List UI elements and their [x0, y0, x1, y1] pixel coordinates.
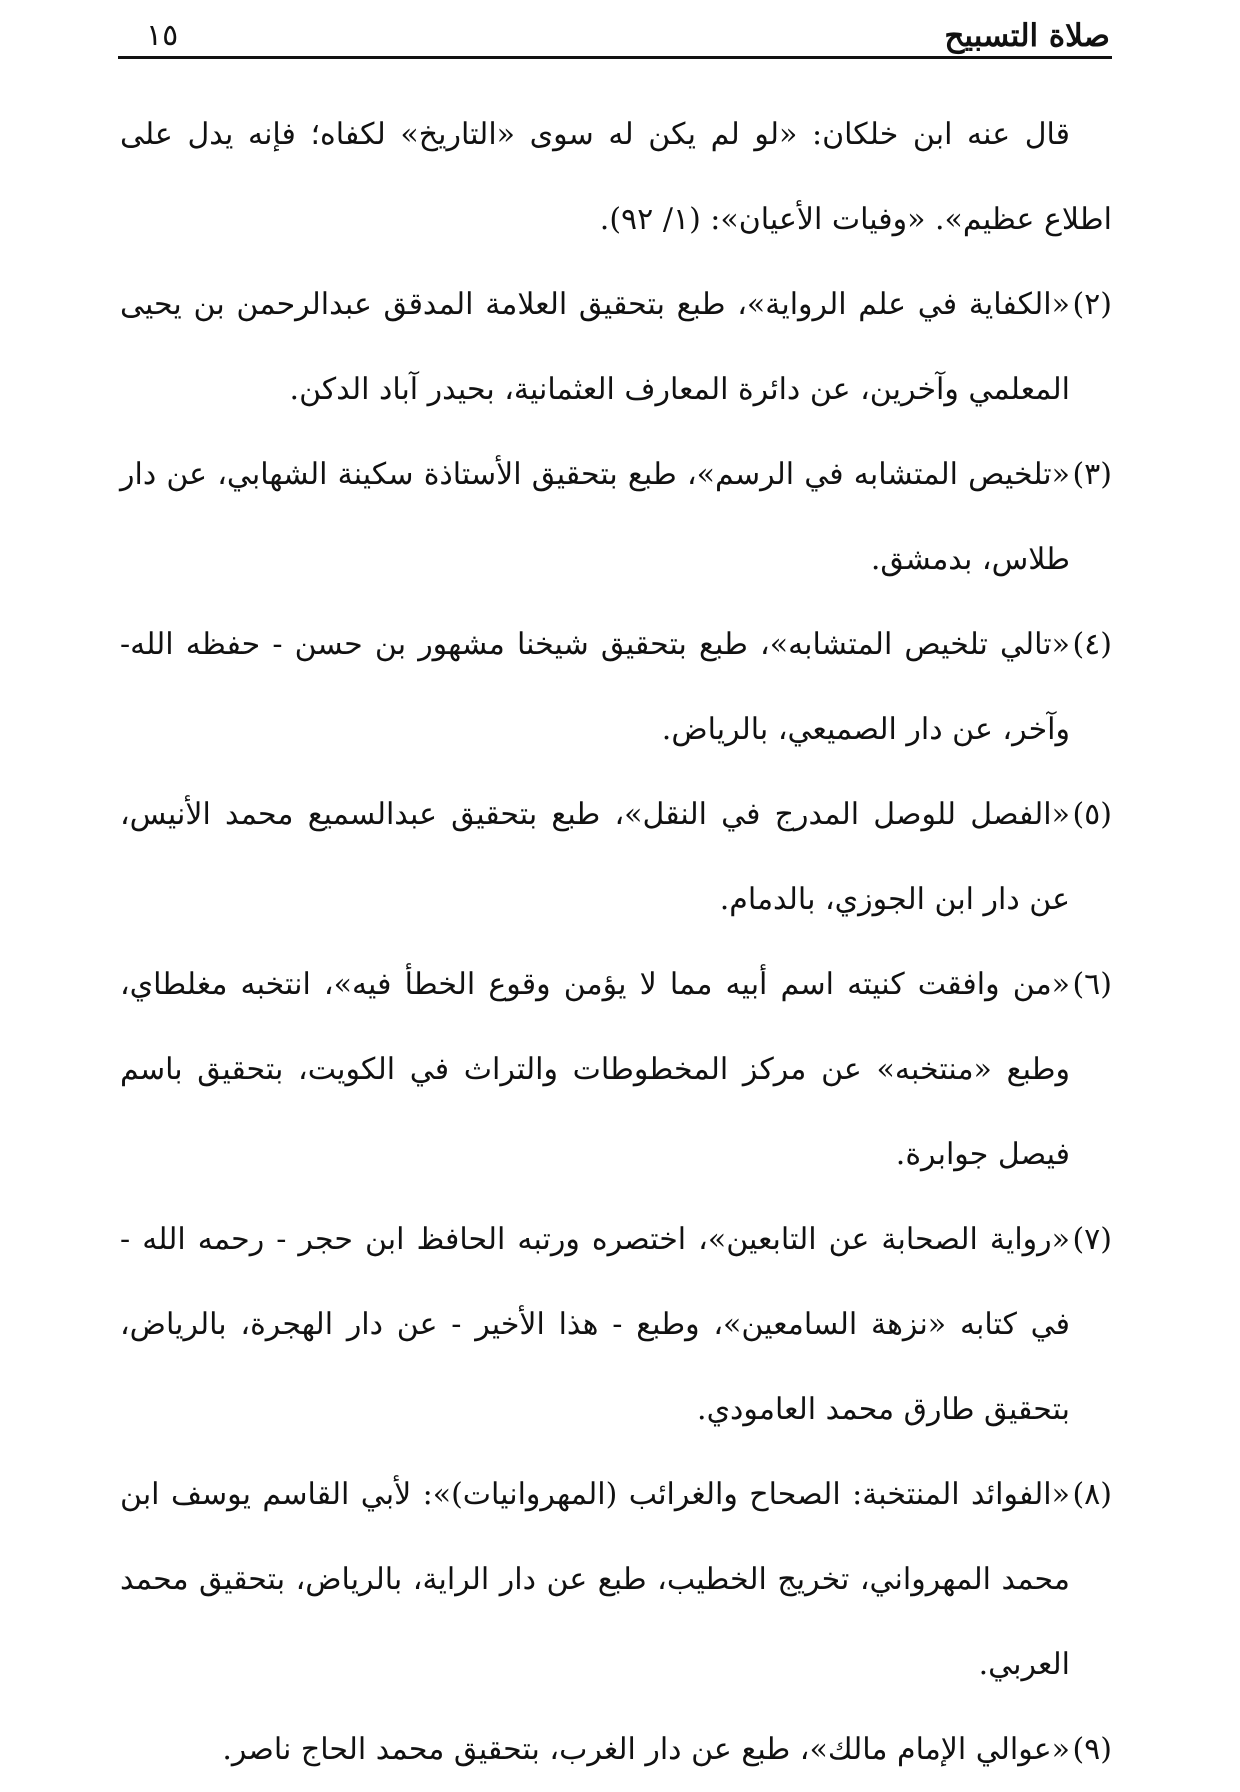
footnote-9: [120, 1707, 1112, 1792]
footnote-text: «عوالي الإمام مالك»، طبع عن دار الغرب، بتحقيق محمد الحاج ناصر.: [222, 1732, 1070, 1767]
footnote-text: «الكفاية في علم الرواية»، طبع بتحقيق العلامة المدقق عبدالرحمن بن يحيى المعلمي وآخرين، عن دائرة المعارف العثمانية، بحيدر آباد الدكن.: [120, 287, 1070, 407]
footnote-text: «تلخيص المتشابه في الرسم»، طبع بتحقيق الأستاذة سكينة الشهابي، عن دار طلاس، بدمشق.: [120, 457, 1070, 577]
footnote-text: «رواية الصحابة عن التابعين»، اختصره ورتبه الحافظ ابن حجر - رحمه الله - في كتابه «نزهة السامعين»، وطبع - هذا الأخير - عن دار الهجرة، بالرياض، بتحقيق طارق محمد العامودي.: [120, 1222, 1070, 1427]
header-rule: [118, 56, 1112, 59]
footnote-text: «تالي تلخيص المتشابه»، طبع بتحقيق شيخنا مشهور بن حسن - حفظه الله- وآخر، عن دار الصميعي، بالرياض.: [120, 627, 1070, 747]
footnote-6: [120, 942, 1112, 1197]
footnote-3: [120, 432, 1112, 602]
footnote-number: (٣): [1072, 457, 1112, 492]
footnote-number: (٥): [1072, 797, 1112, 832]
footnote-number: (٧): [1072, 1222, 1112, 1257]
footnotes-body: [120, 92, 1112, 1792]
footnote-text: «الفوائد المنتخبة: الصحاح والغرائب (المهروانيات)»: لأبي القاسم يوسف ابن محمد المهرواني، تخريج الخطيب، طبع عن دار الراية، بالرياض، بتحقيق محمد العربي.: [120, 1477, 1070, 1682]
footnote-number: (٤): [1072, 627, 1112, 662]
footnote-5: [120, 772, 1112, 942]
footnote-4: [120, 602, 1112, 772]
footnote-text: «من وافقت كنيته اسم أبيه مما لا يؤمن وقوع الخطأ فيه»، انتخبه مغلطاي، وطبع «منتخبه» عن مركز المخطوطات والتراث في الكويت، بتحقيق باسم فيصل جوابرة.: [120, 967, 1070, 1172]
footnote-number: (٨): [1072, 1477, 1112, 1512]
footnote-text: «الفصل للوصل المدرج في النقل»، طبع بتحقيق عبدالسميع محمد الأنيس، عن دار ابن الجوزي، بالدمام.: [120, 797, 1070, 917]
footnote-7: [120, 1197, 1112, 1452]
page-number: ١٥: [146, 18, 179, 53]
footnote-number: (٩): [1072, 1732, 1112, 1767]
footnote-2: [120, 262, 1112, 432]
footnote-number: (٦): [1072, 967, 1112, 1002]
running-title: صلاة التسبيح: [944, 18, 1110, 54]
footnote-8: [120, 1452, 1112, 1707]
footnote-number: (٢): [1072, 287, 1112, 322]
continuation-paragraph: قال عنه ابن خلكان: «لو لم يكن له سوى «التاريخ» لكفاه؛ فإنه يدل على اطلاع عظيم». «وفيات الأعيان»: (١/ ٩٢).: [120, 117, 1112, 237]
page-header: [120, 14, 1110, 58]
